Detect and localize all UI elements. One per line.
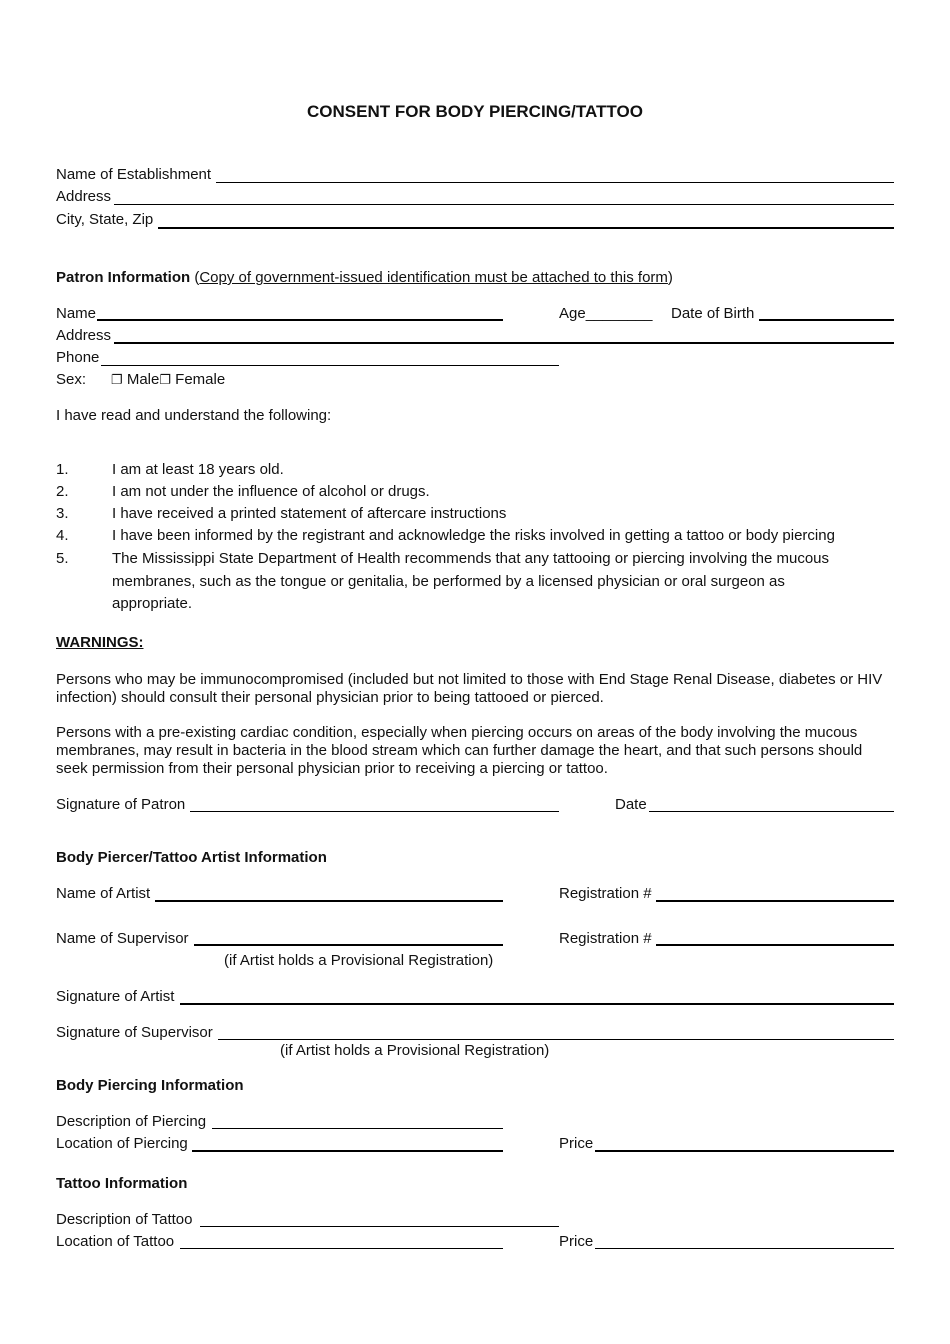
list-item-number: 5. xyxy=(56,550,69,567)
list-item-number: 1. xyxy=(56,461,69,478)
list-item-number: 3. xyxy=(56,505,69,522)
patron-date-label: Date xyxy=(615,796,647,813)
list-item-number: 4. xyxy=(56,527,69,544)
supervisor-registration-label: Registration # xyxy=(559,930,652,947)
list-item-number: 2. xyxy=(56,483,69,500)
patron-heading-row: Patron Information (Copy of government-issued identification must be attached to this form) xyxy=(56,269,673,286)
list-item: I am not under the influence of alcohol or drugs. xyxy=(112,483,430,500)
warnings-heading: WARNINGS: xyxy=(56,634,144,651)
establishment-city-field[interactable] xyxy=(158,227,894,229)
piercing-location-field[interactable] xyxy=(192,1150,503,1152)
list-item-line: The Mississippi State Department of Health recommends that any tattooing or piercing involving the mucous xyxy=(112,550,830,567)
tattoo-description-label: Description of Tattoo xyxy=(56,1211,193,1228)
piercing-heading: Body Piercing Information xyxy=(56,1077,244,1094)
patron-address-field[interactable] xyxy=(114,342,894,344)
supervisor-signature-field[interactable] xyxy=(218,1039,894,1040)
list-item-line: appropriate. xyxy=(112,595,193,612)
male-checkbox[interactable]: ❐ xyxy=(111,372,123,387)
patron-id-note: Copy of government-issued identification must be attached to this form xyxy=(199,269,668,286)
patron-name-label: Name xyxy=(56,305,97,322)
patron-phone-label: Phone xyxy=(56,349,100,366)
acknowledgement-intro: I have read and understand the following: xyxy=(56,407,332,424)
patron-sex-label: Sex: xyxy=(56,371,87,388)
provisional-note-2: (if Artist holds a Provisional Registration) xyxy=(280,1042,550,1059)
artist-name-label: Name of Artist xyxy=(56,885,151,902)
female-checkbox[interactable]: ❐ xyxy=(159,372,171,387)
establishment-name-field[interactable] xyxy=(216,182,894,183)
tattoo-price-field[interactable] xyxy=(595,1248,894,1249)
tattoo-price-label: Price xyxy=(559,1233,594,1250)
list-item-line: membranes, such as the tongue or genitalia, be performed by a licensed physician or oral surgeon as xyxy=(112,573,785,590)
patron-signature-field[interactable] xyxy=(190,811,559,812)
sex-options xyxy=(111,371,225,389)
supervisor-name-label: Name of Supervisor xyxy=(56,930,189,947)
warning-paragraph-1: Persons who may be immunocompromised (included but not limited to those with End Stage Renal Disease, diabetes or HIV infection) should consult their personal physician prior to being tattooed or pierced. xyxy=(56,671,883,706)
piercing-location-label: Location of Piercing xyxy=(56,1135,188,1152)
artist-registration-field[interactable] xyxy=(656,900,894,902)
establishment-city-label: City, State, Zip xyxy=(56,211,154,228)
patron-signature-label: Signature of Patron xyxy=(56,796,186,813)
list-item: I have received a printed statement of aftercare instructions xyxy=(112,505,507,522)
warning-paragraph-2: Persons with a pre-existing cardiac condition, especially when piercing occurs on areas of the body involving the mucous membranes, may result in bacteria in the blood stream which can further damage the heart, and that such persons should seek permission from their personal physician prior to receiving a piercing or tattoo. xyxy=(56,724,863,777)
piercing-price-field[interactable] xyxy=(595,1150,894,1152)
tattoo-location-label: Location of Tattoo xyxy=(56,1233,175,1250)
female-label: Female xyxy=(175,371,226,388)
patron-name-field[interactable] xyxy=(97,319,503,321)
patron-heading: Patron Information xyxy=(56,269,191,286)
patron-address-label: Address xyxy=(56,327,112,344)
provisional-note: (if Artist holds a Provisional Registration) xyxy=(224,952,494,969)
artist-name-field[interactable] xyxy=(155,900,503,902)
piercing-description-label: Description of Piercing xyxy=(56,1113,207,1130)
supervisor-signature-label: Signature of Supervisor xyxy=(56,1024,213,1041)
patron-date-field[interactable] xyxy=(649,811,894,812)
supervisor-name-field[interactable] xyxy=(194,944,503,946)
piercing-description-field[interactable] xyxy=(212,1128,503,1129)
supervisor-registration-field[interactable] xyxy=(656,944,894,946)
patron-dob-label: Date of Birth xyxy=(671,305,755,322)
artist-registration-label: Registration # xyxy=(559,885,652,902)
establishment-name-label: Name of Establishment xyxy=(56,166,212,183)
artist-signature-field[interactable] xyxy=(180,1003,894,1005)
page-title: CONSENT FOR BODY PIERCING/TATTOO xyxy=(307,102,643,121)
patron-phone-field[interactable] xyxy=(101,365,559,366)
patron-age-field[interactable]: Age________ xyxy=(559,305,653,322)
tattoo-location-field[interactable] xyxy=(180,1248,503,1249)
tattoo-description-field[interactable] xyxy=(200,1226,559,1227)
establishment-address-label: Address xyxy=(56,188,112,205)
piercing-price-label: Price xyxy=(559,1135,594,1152)
list-item: I have been informed by the registrant and acknowledge the risks involved in getting a tattoo or body piercing xyxy=(112,527,835,544)
establishment-address-field[interactable] xyxy=(114,204,894,205)
patron-dob-field[interactable] xyxy=(759,319,894,321)
artist-heading: Body Piercer/Tattoo Artist Information xyxy=(56,849,327,866)
list-item: I am at least 18 years old. xyxy=(112,461,284,478)
male-label: Male xyxy=(126,371,160,388)
artist-signature-label: Signature of Artist xyxy=(56,988,175,1005)
tattoo-heading: Tattoo Information xyxy=(56,1175,188,1192)
